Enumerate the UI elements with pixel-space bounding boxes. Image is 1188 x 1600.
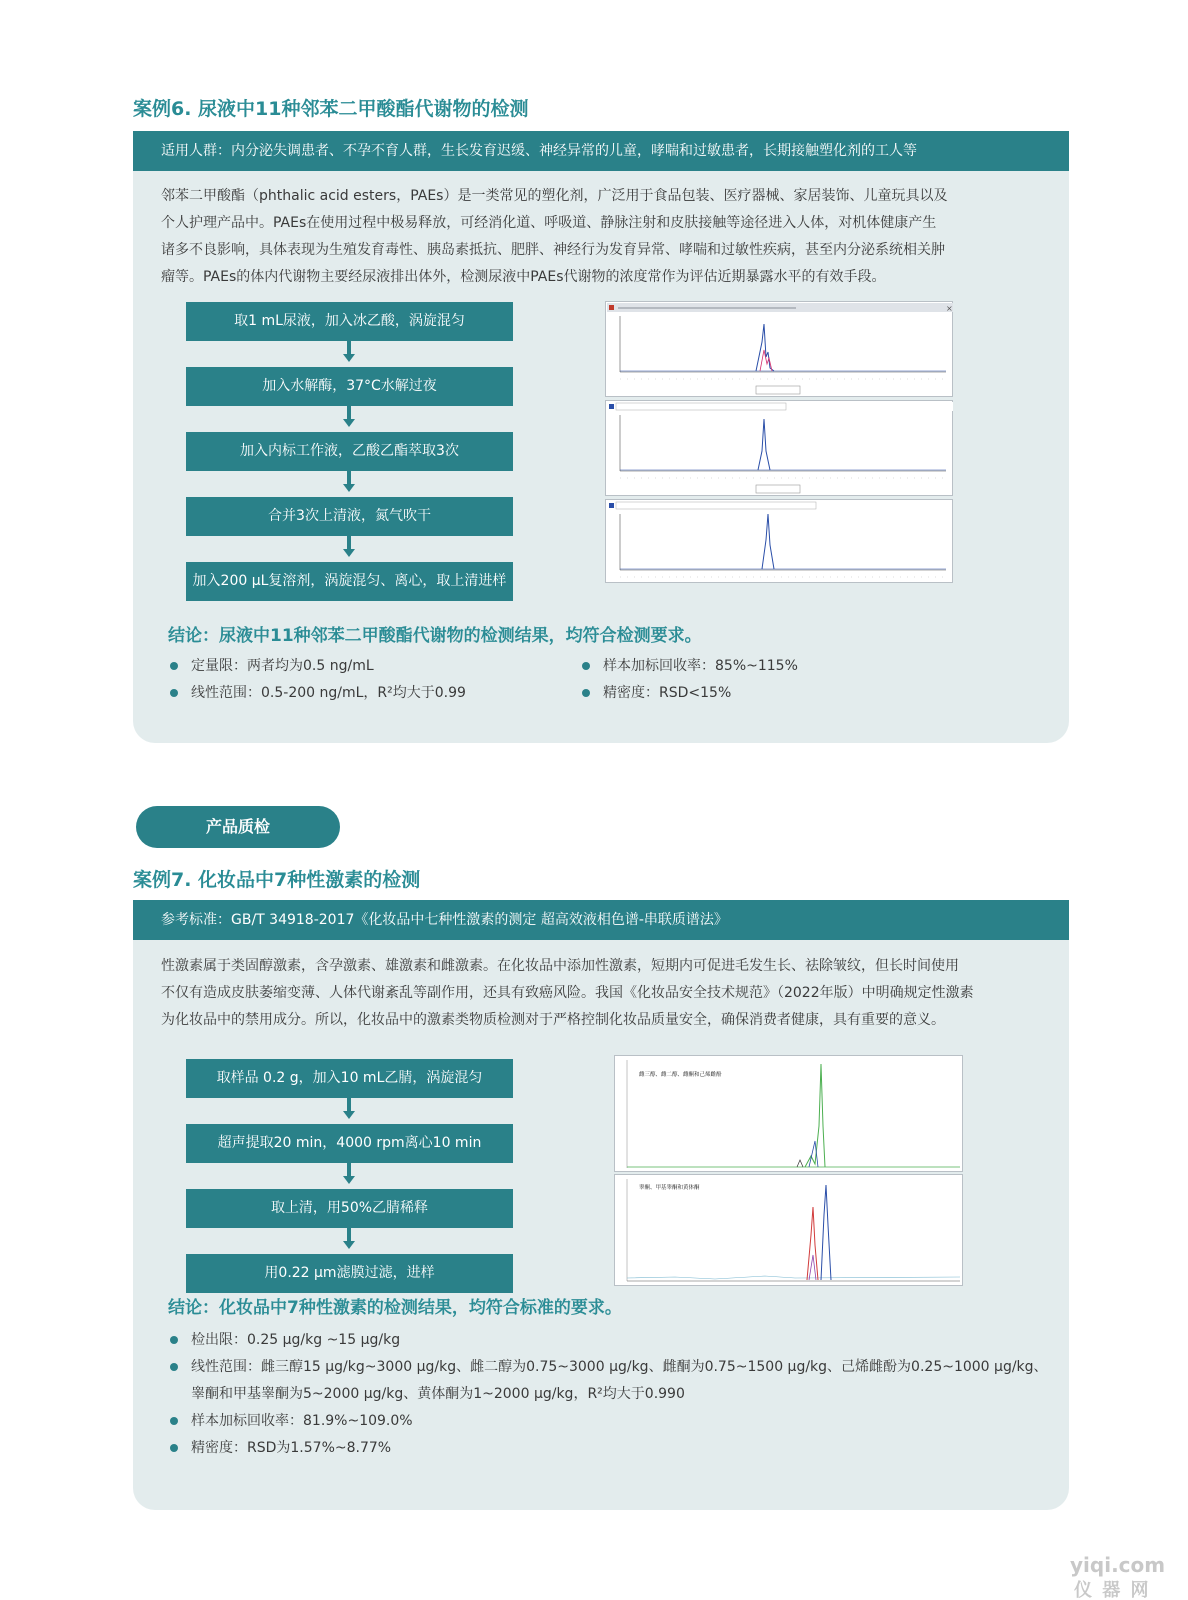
chromatogram-1	[605, 301, 953, 397]
arrow-down-icon	[186, 1098, 513, 1124]
case7-card	[133, 900, 1069, 1510]
result-item: 样本加标回收率：85%~115%	[580, 656, 798, 676]
workflow-step: 加入内标工作液，乙酸乙酯萃取3次	[186, 432, 513, 471]
workflow-step: 取上清，用50%乙腈稀释	[186, 1189, 513, 1228]
result-item: 精密度：RSD为1.57%~8.77%	[168, 1438, 391, 1458]
case6-title: 案例6. 尿液中11种邻苯二甲酸酯代谢物的检测	[133, 98, 529, 120]
case7-workflow	[186, 1059, 513, 1293]
watermark-name: 仪 器 网	[1074, 1580, 1151, 1600]
arrow-down-icon	[186, 341, 513, 367]
result-item-continuation: 睾酮和甲基睾酮为5~2000 μg/kg、黄体酮为1~2000 μg/kg，R²均大于0.990	[191, 1386, 685, 1402]
workflow-step: 取1 mL尿液，加入冰乙酸，涡旋混匀	[186, 302, 513, 341]
result-item: 线性范围：雌三醇15 μg/kg~3000 μg/kg、雌二醇为0.75~3000 μg/kg、雌酮为0.75~1500 μg/kg、己烯雌酚为0.25~1000 μg/kg、	[168, 1357, 1048, 1377]
chromatogram-label: 雌三醇、雌二醇、雌酮和己烯雌酚	[639, 1072, 722, 1078]
section-label-product-qc: 产品质检	[136, 806, 340, 848]
workflow-step: 加入200 μL复溶剂，涡旋混匀、离心，取上清进样	[186, 562, 513, 601]
result-item: 定量限：两者均为0.5 ng/mL	[168, 656, 374, 676]
chromatogram-estrogens	[614, 1055, 963, 1172]
desc-line: 性激素属于类固醇激素，含孕激素、雄激素和雌激素。在化妆品中添加性激素，短期内可促进毛发生长、祛除皱纹，但长时间使用	[161, 958, 959, 974]
case6-conclusion: 结论：尿液中11种邻苯二甲酸酯代谢物的检测结果，均符合检测要求。	[168, 626, 702, 646]
chromatogram-label: 睾酮、甲基睾酮和黄体酮	[639, 1185, 700, 1191]
result-item: 样本加标回收率：81.9%~109.0%	[168, 1411, 413, 1431]
case7-conclusion: 结论：化妆品中7种性激素的检测结果，均符合标准的要求。	[168, 1298, 622, 1318]
workflow-step: 用0.22 μm滤膜过滤，进样	[186, 1254, 513, 1293]
arrow-down-icon	[186, 1228, 513, 1254]
workflow-step: 取样品 0.2 g，加入10 mL乙腈，涡旋混匀	[186, 1059, 513, 1098]
workflow-step: 超声提取20 min，4000 rpm离心10 min	[186, 1124, 513, 1163]
case7-description	[161, 953, 1041, 1034]
desc-line: 为化妆品中的禁用成分。所以，化妆品中的激素类物质检测对于严格控制化妆品质量安全，确保消费者健康，具有重要的意义。	[161, 1012, 945, 1028]
watermark-domain: yiqi.com	[1070, 1553, 1166, 1577]
result-item: 线性范围：0.5-200 ng/mL，R²均大于0.99	[168, 683, 466, 703]
case6-workflow	[186, 302, 513, 601]
chromatogram-androgens	[614, 1174, 963, 1286]
case6-description	[161, 183, 1041, 291]
desc-line: 个人护理产品中。PAEs在使用过程中极易释放，可经消化道、呼吸道、静脉注射和皮肤接触等途径进入人体，对机体健康产生	[161, 215, 937, 231]
desc-line: 邻苯二甲酸酯（phthalic acid esters，PAEs）是一类常见的塑化剂，广泛用于食品包装、医疗器械、家居装饰、儿童玩具以及	[161, 188, 948, 204]
arrow-down-icon	[186, 536, 513, 562]
svg-text:×: ×	[946, 304, 953, 313]
arrow-down-icon	[186, 406, 513, 432]
arrow-down-icon	[186, 471, 513, 497]
case7-title: 案例7. 化妆品中7种性激素的检测	[133, 869, 421, 891]
case6-card	[133, 131, 1069, 743]
case7-reference-standard: 参考标准：GB/T 34918-2017《化妆品中七种性激素的测定 超高效液相色谱-串联质谱法》	[133, 900, 1069, 940]
case6-applicable-population: 适用人群：内分泌失调患者、不孕不育人群，生长发育迟缓、神经异常的儿童，哮喘和过敏患者，长期接触塑化剂的工人等	[133, 131, 1069, 171]
desc-line: 诸多不良影响，具体表现为生殖发育毒性、胰岛素抵抗、肥胖、神经行为发育异常、哮喘和过敏性疾病，甚至内分泌系统相关肿	[161, 242, 945, 258]
workflow-step: 合并3次上清液，氮气吹干	[186, 497, 513, 536]
workflow-step: 加入水解酶，37°C水解过夜	[186, 367, 513, 406]
chromatogram-3	[605, 499, 953, 583]
result-item: 精密度：RSD<15%	[580, 683, 731, 703]
desc-line: 不仅有造成皮肤萎缩变薄、人体代谢紊乱等副作用，还具有致癌风险。我国《化妆品安全技术规范》（2022年版）中明确规定性激素	[161, 985, 974, 1001]
arrow-down-icon	[186, 1163, 513, 1189]
result-item: 检出限：0.25 μg/kg ~15 μg/kg	[168, 1330, 400, 1350]
desc-line: 瘤等。PAEs的体内代谢物主要经尿液排出体外，检测尿液中PAEs代谢物的浓度常作为评估近期暴露水平的有效手段。	[161, 269, 886, 285]
chromatogram-2	[605, 400, 953, 496]
